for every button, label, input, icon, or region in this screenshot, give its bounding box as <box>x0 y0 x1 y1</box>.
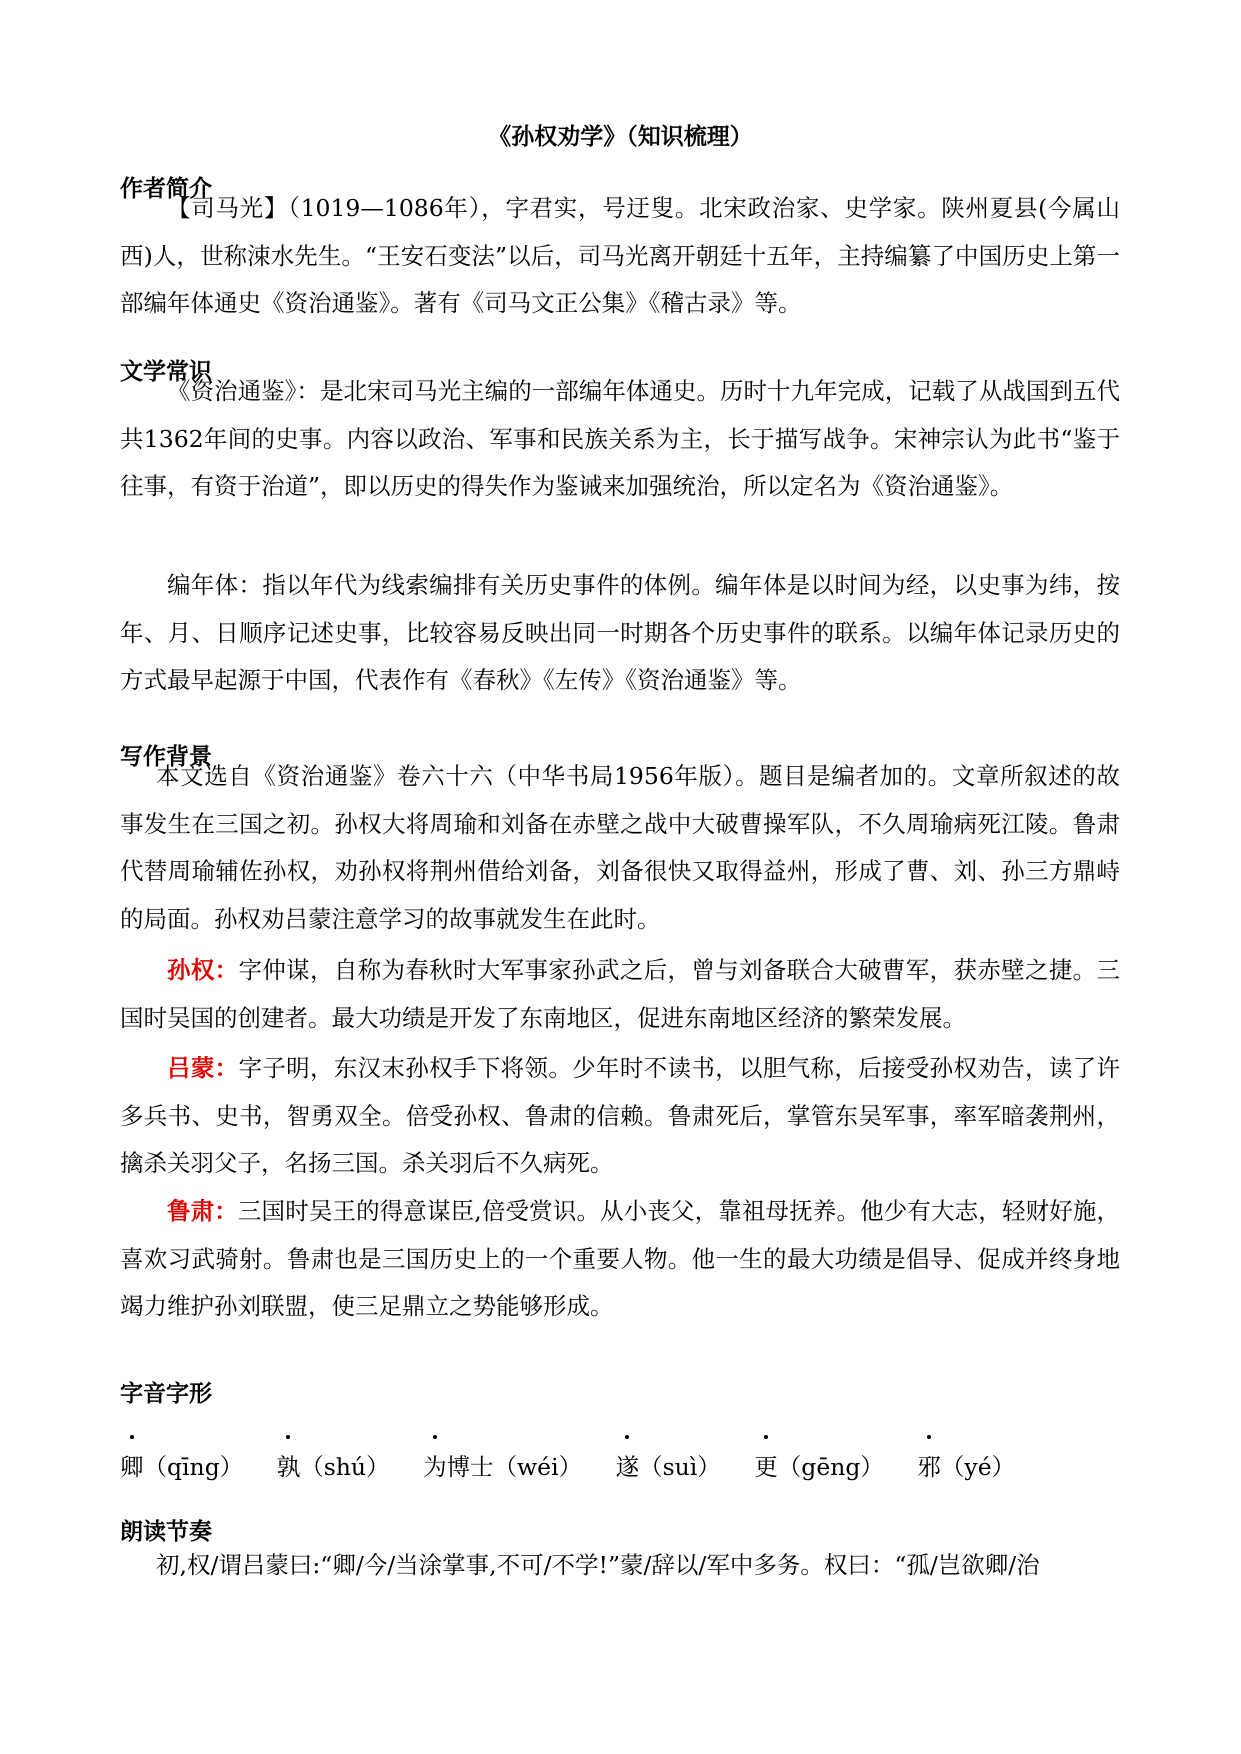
emphasized-char: 为 <box>423 1448 447 1482</box>
pronunciation-item <box>917 1448 1015 1482</box>
person-description: 字子明，东汉末孙权手下将领。少年时不读书，以胆气称，后接受孙权劝告，读了许多兵书、史书，智勇双全。倍受孙权、鲁肃的信赖。鲁肃死后，掌管东吴军事，率军暗袭荆州，擒杀关羽父子，名扬三国。杀关羽后不久病死。 <box>120 1054 1120 1177</box>
heading-rhythm: 朗读节奏 <box>120 1519 212 1545</box>
literature-paragraph-1: 《资治通鉴》：是北宋司马光主编的一部编年体通史。历时十九年完成，记载了从战国到五代共1362年间的史事。内容以政治、军事和民族关系为主，长于描写战争。宋神宗认为此书“鉴于往事，有资于治道”，即以历史的得失作为鉴诫来加强统治，所以定名为《资治通鉴》。 <box>120 377 1120 500</box>
person-lvmeng <box>120 1045 1120 1188</box>
person-name: 吕蒙： <box>167 1054 239 1082</box>
pronunciation-item <box>616 1448 721 1482</box>
emphasized-char: 卿 <box>120 1448 144 1482</box>
person-name: 鲁肃： <box>167 1197 238 1225</box>
document-title: 《孙权劝学》（知识梳理） <box>488 124 753 150</box>
pinyin: （suì） <box>639 1453 721 1481</box>
rhythm-paragraph: 初,权/谓吕蒙曰:“卿/今/当涂掌事,不可/不学!”蒙/辞以/军中多务。权曰：“孤/岂欲卿/治 <box>156 1551 1040 1579</box>
person-description: 三国时吴王的得意谋臣,倍受赏识。从小丧父，靠祖母抚养。他少有大志，轻财好施，喜欢习武骑射。鲁肃也是三国历史上的一个重要人物。他一生的最大功绩是倡导、促成并终身地竭力维护孙刘联盟，使三足鼎立之势能够形成。 <box>120 1197 1120 1320</box>
emphasized-char: 孰 <box>277 1448 301 1482</box>
pronunciation-item <box>277 1448 390 1482</box>
literature-paragraph-2: 编年体：指以年代为线索编排有关历史事件的体例。编年体是以时间为经，以史事为纬，按年、月、日顺序记述史事，比较容易反映出同一时期各个历史事件的联系。以编年体记录历史的方式最早起源于中国，代表作有《春秋》《左传》《资治通鉴》等。 <box>120 571 1120 694</box>
pronunciation-item <box>423 1448 582 1482</box>
pinyin: （gēng） <box>777 1453 884 1481</box>
pinyin: （wéi） <box>493 1453 583 1481</box>
pronunciation-list <box>120 1448 1041 1482</box>
emphasized-char: 遂 <box>616 1448 640 1482</box>
heading-background: 写作背景 <box>120 744 212 770</box>
pinyin: （yé） <box>940 1453 1016 1481</box>
person-description: 字仲谋，自称为春秋时大军事家孙武之后，曾与刘备联合大破曹军，获赤壁之捷。三国时吴国的创建者。最大功绩是开发了东南地区，促进东南地区经济的繁荣发展。 <box>120 956 1120 1032</box>
pinyin: （shú） <box>300 1453 390 1481</box>
emphasized-char: 更 <box>754 1448 778 1482</box>
background-paragraph: 本文选自《资治通鉴》卷六十六（中华书局1956年版）。题目是编者加的。文章所叙述的故事发生在三国之初。孙权大将周瑜和刘备在赤壁之战中大破曹操军队，不久周瑜病死江陵。鲁肃代替周瑜辅佐孙权，劝孙权将荆州借给刘备，刘备很快又取得益州，形成了曹、刘、孙三方鼎峙的局面。孙权劝吕蒙注意学习的故事就发生在此时。 <box>120 762 1120 933</box>
heading-author: 作者简介 <box>120 176 212 202</box>
heading-pronunciation: 字音字形 <box>120 1381 212 1407</box>
person-sunquan <box>120 947 1120 1042</box>
heading-literature: 文学常识 <box>120 359 212 385</box>
person-name: 孙权： <box>167 956 239 984</box>
author-paragraph: 【司马光】（1019—1086年），字君实，号迂叟。北宋政治家、史学家。陕州夏县(今属山西)人，世称涑水先生。“王安石变法”以后，司马光离开朝廷十五年，主持编纂了中国历史上第一部编年体通史《资治通鉴》。著有《司马文正公集》《稽古录》等。 <box>120 194 1120 317</box>
pronunciation-item <box>754 1448 884 1482</box>
person-lusu <box>120 1188 1120 1331</box>
emphasized-char: 邪 <box>917 1448 941 1482</box>
word-rest: 博士 <box>446 1453 494 1481</box>
pronunciation-item <box>120 1448 243 1482</box>
pinyin: （qīng） <box>143 1453 244 1481</box>
